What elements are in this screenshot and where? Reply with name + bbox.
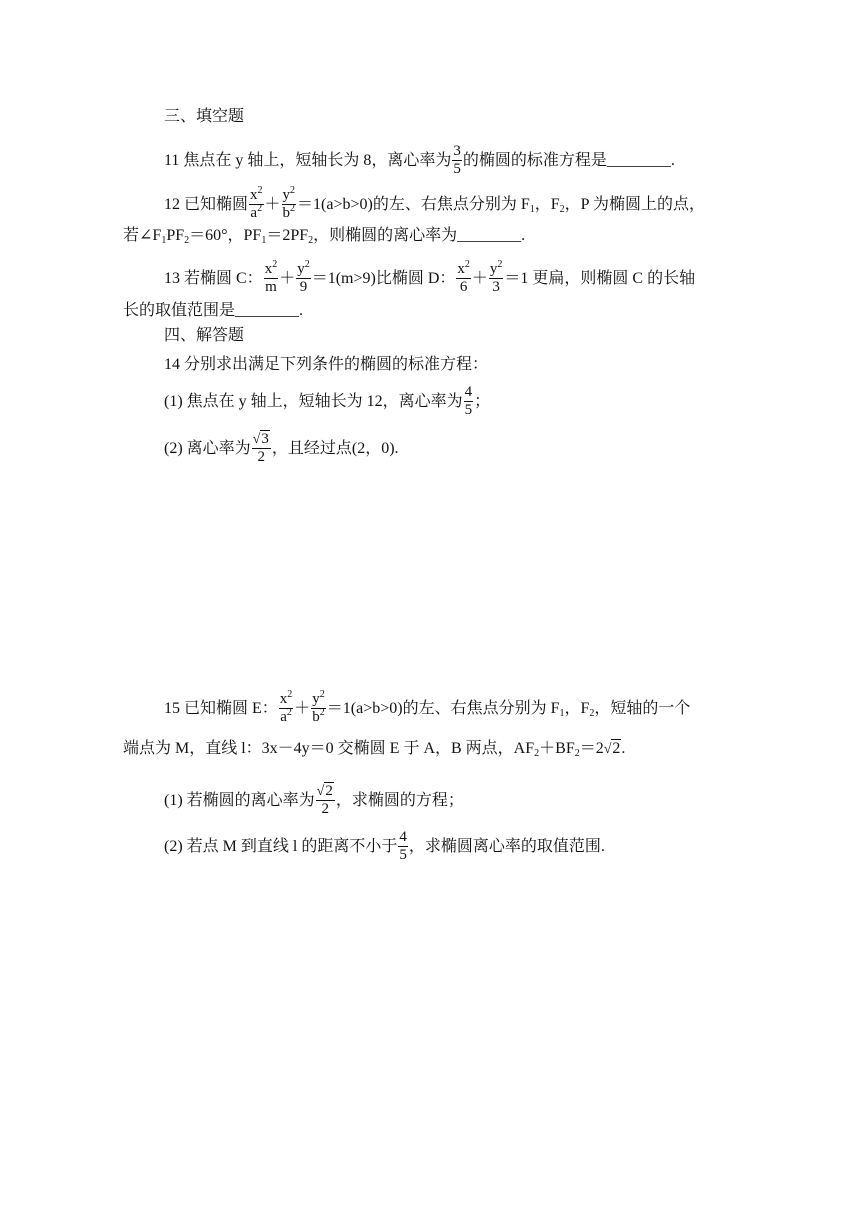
q15-p2-fraction: $\frac{4}{5}$ bbox=[399, 829, 407, 863]
section-heading-solve: 四、解答题 bbox=[164, 327, 245, 344]
question-15-part-1: (1) 若椭圆的离心率为 $\frac{√2}{2}$ ，求椭圆的方程； bbox=[164, 783, 464, 817]
question-13-line-1: 13 若椭圆 C： $\frac{x^2}{m}$ ＋ $\frac{y^2}{9}$ ＝1(m>9)比椭圆 D： $\frac{x^2}{6}$ ＋ $\frac{y^2}{3}$ ＝1 更扁，则椭圆 C 的长轴 bbox=[164, 259, 696, 295]
q14-p2-fraction-sqrt3-over-2: $\frac{√3}{2}$ bbox=[252, 431, 269, 465]
question-15-part-2: (2) 若点 M 到直线 l 的距离不小于 $\frac{4}{5}$ ，求椭圆离心率的取值范围. bbox=[164, 829, 605, 863]
question-14-part-1: (1) 焦点在 y 轴上，短轴长为 12，离心率为 $\frac{4}{5}$ ； bbox=[164, 384, 491, 418]
question-11 bbox=[164, 144, 675, 179]
q12-fraction-y2-b2: $\frac{y^2}{b^2}$ bbox=[282, 185, 296, 221]
q13-fraction-y2-9: $\frac{y^2}{9}$ bbox=[297, 259, 310, 295]
q13-fraction-x2-m: $\frac{x^2}{m}$ bbox=[264, 259, 278, 295]
question-12-line-1: 12 已知椭圆 $\frac{x^2}{a^2}$ ＋ $\frac{y^2}{b^2}$ ＝1(a>b>0)的左、右焦点分别为 $F_1$，$F_2$，P 为椭圆上的点， bbox=[164, 185, 705, 221]
q14-p1-fraction: $\frac{4}{5}$ bbox=[464, 384, 473, 418]
q13-fraction-x2-6: $\frac{x^2}{6}$ bbox=[457, 259, 470, 295]
question-14-part-2: (2) 离心率为 $\frac{√3}{2}$ ，且经过点(2，0). bbox=[164, 431, 399, 465]
q11-eccentricity-fraction: $\frac{3}{5}$ bbox=[453, 143, 461, 177]
question-15-line-2: 端点为 M，直线 l：3x－4y＝0 交椭圆 E 于 A，B 两点，$AF_2+BF_2=2√2$. bbox=[123, 740, 626, 759]
q15-p1-fraction-sqrt2-over-2: $\frac{√2}{2}$ bbox=[316, 783, 333, 817]
q13-fraction-y2-3: $\frac{y^2}{3}$ bbox=[489, 259, 503, 295]
question-12-line-2: 若$\angle F_1PF_2=60^\circ$，$PF_1=2PF_2$，则椭圆的离心率为________. bbox=[123, 227, 526, 246]
q15-fraction-x2-a2: $\frac{x^2}{a^2}$ bbox=[279, 689, 293, 725]
question-15-line-1: 15 已知椭圆 E： $\frac{x^2}{a^2}$ ＋ $\frac{y^2}{b^2}$ ＝1(a>b>0)的左、右焦点分别为 $F_1$，$F_2$，短轴的一个 bbox=[164, 689, 691, 725]
q11-text-pre: 11 焦点在 y 轴上，短轴长为 8，离心率为 bbox=[164, 152, 452, 170]
question-14-title: 14 分别求出满足下列条件的椭圆的标准方程： bbox=[164, 356, 489, 373]
q12-fraction-x2-a2: $\frac{x^2}{a^2}$ bbox=[250, 185, 263, 221]
section-heading-fill-in: 三、填空题 bbox=[164, 108, 245, 125]
question-13-line-2: 长的取值范围是________. bbox=[123, 302, 304, 319]
q15-sqrt-2: √2 bbox=[603, 740, 621, 757]
q11-text-post: 的椭圆的标准方程是________. bbox=[462, 152, 675, 170]
q15-fraction-y2-b2: $\frac{y^2}{b^2}$ bbox=[312, 689, 325, 725]
